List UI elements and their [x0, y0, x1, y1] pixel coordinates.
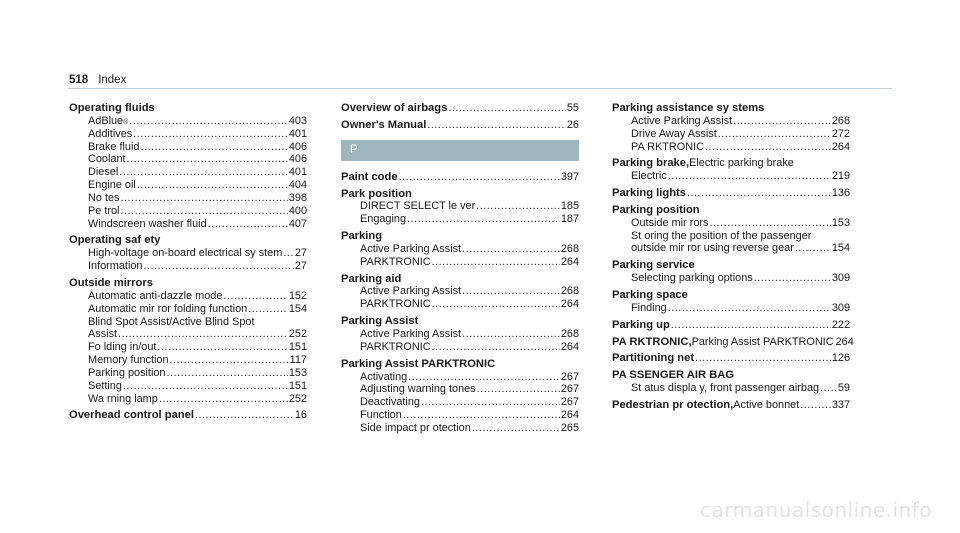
page-number: 518 — [69, 74, 89, 86]
page-reference: 337 — [831, 398, 850, 411]
index-subentry — [69, 205, 307, 218]
header-rule — [68, 88, 892, 89]
dot-leader — [399, 171, 560, 184]
index-subentry — [69, 218, 307, 231]
index-subentry — [69, 341, 307, 354]
entry-text: Pe trol — [88, 204, 120, 217]
index-entry — [612, 369, 850, 382]
index-entry — [612, 335, 854, 349]
index-column-1 — [69, 102, 307, 422]
dot-leader — [432, 341, 560, 354]
entry-text: DIRECT SELECT le ver — [360, 200, 476, 213]
dot-leader — [119, 166, 288, 179]
page-reference: 309 — [831, 272, 850, 285]
index-subentry — [341, 256, 579, 269]
dot-leader — [127, 153, 288, 166]
index-subentry — [69, 141, 307, 154]
entry-text: Setting — [88, 379, 122, 392]
page-reference: 267 — [560, 383, 579, 396]
index-entry — [612, 187, 850, 200]
page-reference: 267 — [560, 370, 579, 383]
index-subentry — [69, 328, 307, 341]
index-subentry — [612, 128, 850, 141]
index-subentry — [612, 170, 850, 183]
index-entry — [69, 234, 307, 247]
page-reference: 153 — [831, 216, 850, 229]
dot-leader — [709, 217, 830, 230]
dot-leader — [129, 115, 288, 128]
page-reference: 16 — [294, 409, 307, 422]
index-subentry — [341, 396, 579, 409]
entry-text: PARKTRONIC — [360, 340, 431, 353]
dot-leader — [403, 409, 560, 422]
index-subentry — [341, 409, 579, 422]
index-subentry — [69, 128, 307, 141]
page-reference: 151 — [288, 341, 307, 354]
index-entry — [341, 171, 579, 184]
dot-leader — [123, 380, 288, 393]
dot-leader — [687, 187, 831, 200]
dot-leader — [462, 243, 560, 256]
index-entry — [69, 277, 307, 290]
index-subentry — [69, 166, 307, 179]
entry-text: outside mir ror using reverse gear — [631, 242, 794, 255]
index-entry — [341, 358, 579, 371]
index-subentry — [612, 382, 850, 395]
entry-text: Owner's Manual — [341, 118, 427, 131]
index-subentry — [341, 341, 579, 354]
index-subentry — [341, 383, 579, 396]
index-subentry — [69, 260, 307, 273]
entry-text: St atus displa y, front passenger airbag — [631, 382, 820, 395]
dot-leader — [754, 272, 831, 285]
dot-leader — [795, 242, 831, 255]
dot-leader — [472, 422, 560, 435]
entry-text: No tes — [88, 191, 120, 204]
index-subentry — [612, 272, 850, 285]
entry-text: Electric — [631, 170, 667, 183]
entry-text: PA RKTRONIC, — [612, 335, 692, 348]
entry-text: Outside mirrors — [69, 276, 153, 289]
index-entry — [612, 352, 850, 365]
entry-text: Operating fluids — [69, 102, 155, 114]
index-subentry — [612, 217, 850, 230]
index-subentry — [341, 328, 579, 341]
index-subentry — [612, 242, 850, 255]
index-column-2 — [341, 102, 579, 435]
dot-leader — [248, 303, 288, 316]
entry-text: Operating saf ety — [69, 234, 161, 247]
entry-text: Adjusting warning tones — [360, 383, 476, 396]
index-entry — [612, 204, 850, 217]
entry-text: Active Parking Assist — [360, 285, 462, 298]
dot-leader — [170, 354, 289, 367]
page-reference: 398 — [288, 191, 307, 204]
entry-text: Fo lding in/out — [88, 341, 157, 354]
page-reference: 264 — [831, 140, 850, 153]
entry-text: AdBlue — [88, 114, 124, 127]
index-subentry — [69, 247, 307, 260]
page-reference: 397 — [560, 170, 579, 183]
page-reference: 264 — [835, 335, 854, 348]
entry-reference-text: Active bonnet — [733, 398, 800, 411]
dot-leader — [195, 409, 294, 422]
page-reference: 252 — [288, 392, 307, 405]
dot-leader — [283, 247, 294, 260]
dot-leader — [120, 192, 287, 205]
index-letter-heading: P — [341, 140, 579, 161]
dot-leader — [448, 102, 566, 115]
entry-text: Parking position — [612, 203, 700, 216]
page-reference: 404 — [288, 179, 307, 192]
dot-leader — [408, 371, 560, 384]
entry-text: Activating — [360, 370, 408, 383]
dot-leader — [208, 218, 288, 231]
entry-text: Active Parking Assist — [360, 327, 462, 340]
index-subentry — [69, 303, 307, 316]
entry-text: Active Parking Assist — [631, 114, 733, 127]
index-subentry — [341, 298, 579, 311]
index-subentry — [341, 371, 579, 384]
index-entry — [341, 273, 579, 286]
page-reference: 264 — [560, 340, 579, 353]
entry-text: Parking space — [612, 288, 688, 301]
page-title: Index — [98, 74, 127, 86]
entry-text: Memory function — [88, 354, 169, 367]
index-entry — [612, 399, 850, 412]
index-entry — [612, 319, 850, 332]
page-reference: 406 — [288, 140, 307, 153]
entry-text: Active Parking Assist — [360, 242, 462, 255]
dot-leader — [668, 170, 831, 183]
page-reference: 222 — [831, 318, 850, 331]
entry-text: PARKTRONIC — [360, 255, 431, 268]
dot-leader — [671, 319, 831, 332]
page-reference: 185 — [560, 200, 579, 213]
index-entry — [341, 315, 579, 328]
index-subentry — [341, 422, 579, 435]
dot-leader — [800, 399, 831, 412]
dot-leader — [143, 260, 293, 273]
dot-leader — [432, 256, 560, 269]
index-subentry — [612, 302, 850, 315]
dot-leader — [159, 393, 288, 406]
page-reference: 154 — [288, 302, 307, 315]
page-reference: 400 — [288, 204, 307, 217]
watermark: carmanualsonline.info — [700, 498, 932, 522]
page-reference: 136 — [831, 187, 850, 200]
page-reference: 272 — [831, 127, 850, 140]
entry-text: Parking up — [612, 318, 670, 331]
entry-text: Parking assistance sy stems — [612, 102, 765, 114]
page-reference: 265 — [560, 421, 579, 434]
index-subentry — [69, 380, 307, 393]
entry-text: Diesel — [88, 166, 119, 179]
index-entry — [341, 230, 579, 243]
dot-leader — [733, 115, 831, 128]
entry-text: Outside mir rors — [631, 216, 709, 229]
page-reference: 153 — [288, 366, 307, 379]
entry-text: Side impact pr otection — [360, 421, 471, 434]
entry-text: Overhead control panel — [69, 409, 194, 422]
index-entry — [341, 102, 579, 115]
entry-text: Automatic mir ror folding function — [88, 302, 248, 315]
index-subentry — [69, 354, 307, 367]
entry-text: High-voltage on-board electrical sy stem — [88, 247, 283, 260]
entry-text: Parking service — [612, 259, 695, 272]
page-reference: 151 — [288, 379, 307, 392]
dot-leader — [462, 328, 560, 341]
entry-text: Windscreen washer fluid — [88, 217, 207, 230]
page-reference: 268 — [560, 285, 579, 298]
index-subentry — [69, 367, 307, 380]
entry-text: Function — [360, 409, 402, 422]
page-reference: 59 — [837, 382, 850, 395]
dot-leader — [120, 205, 287, 218]
page-reference: 403 — [288, 114, 307, 127]
entry-text: Parking aid — [341, 272, 402, 285]
page-reference: 264 — [560, 409, 579, 422]
dot-leader — [167, 367, 288, 380]
entry-text: Parking lights — [612, 187, 686, 200]
entry-text: Coolant — [88, 153, 126, 166]
index-subentry — [612, 141, 850, 154]
page-reference: 401 — [288, 166, 307, 179]
index-column-3 — [612, 102, 854, 412]
page-reference: 406 — [288, 153, 307, 166]
page-reference: 407 — [288, 217, 307, 230]
index-entry — [341, 188, 579, 201]
index-subentry — [341, 213, 579, 226]
page-reference: 267 — [560, 396, 579, 409]
dot-leader — [668, 302, 831, 315]
dot-leader — [157, 341, 287, 354]
index-subentry — [69, 290, 307, 303]
dot-leader — [427, 119, 566, 132]
page-reference: 55 — [566, 102, 579, 114]
page-reference: 268 — [560, 242, 579, 255]
dot-leader — [718, 128, 831, 141]
index-entry — [612, 102, 850, 115]
entry-text: Pedestrian pr otection, — [612, 398, 734, 411]
index-entry — [341, 119, 579, 132]
entry-text: Engaging — [360, 213, 407, 226]
entry-text: Assist — [88, 328, 118, 341]
page-reference: 268 — [560, 327, 579, 340]
dot-leader — [695, 352, 831, 365]
dot-leader — [476, 200, 560, 213]
dot-leader — [421, 396, 560, 409]
entry-text: Additives — [88, 127, 133, 140]
dot-leader — [820, 382, 837, 395]
page-reference: 187 — [560, 213, 579, 226]
index-subentry — [69, 153, 307, 166]
index-entry — [69, 102, 307, 115]
index-subentry — [341, 285, 579, 298]
index-subentry-text: Blind Spot Assist/Active Blind Spot — [88, 315, 255, 328]
index-subentry — [69, 393, 307, 406]
dot-leader — [137, 179, 288, 192]
entry-text: Finding — [631, 301, 667, 314]
dot-leader — [477, 383, 560, 396]
index-subentry: AdBlue ® ..... 403 — [69, 115, 307, 128]
entry-text: Selecting parking options — [631, 272, 753, 285]
entry-text: Parking Assist — [341, 315, 419, 328]
dot-leader — [140, 141, 287, 154]
entry-text: PA SSENGER AIR BAG — [612, 369, 735, 382]
page-reference: 268 — [831, 114, 850, 127]
entry-text: Brake fluid — [88, 140, 140, 153]
entry-reference-text: Electric parking brake — [689, 157, 794, 170]
page-reference: 309 — [831, 301, 850, 314]
entry-text: Parking — [341, 230, 383, 243]
entry-text: Park position — [341, 187, 412, 200]
entry-text: Overview of airbags — [341, 102, 448, 114]
entry-text: Automatic anti-dazzle mode — [88, 289, 223, 302]
dot-leader — [407, 213, 560, 226]
dot-leader — [133, 128, 288, 141]
page-reference: 264 — [560, 255, 579, 268]
page-reference: 264 — [560, 298, 579, 311]
index-subentry — [341, 200, 579, 213]
index-entry — [612, 289, 850, 302]
dot-leader — [118, 328, 288, 341]
page-reference: 154 — [831, 242, 850, 255]
index-subentry-text: St oring the position of the passenger — [631, 229, 812, 242]
page-reference: 152 — [288, 289, 307, 302]
dot-leader — [705, 141, 831, 154]
entry-text: Paint code — [341, 170, 398, 183]
entry-text: Parking position — [88, 366, 166, 379]
entry-text: Wa rning lamp — [88, 392, 158, 405]
page-reference: 126 — [831, 352, 850, 365]
index-entry — [612, 157, 850, 170]
dot-leader — [432, 298, 560, 311]
index-entry — [612, 259, 850, 272]
entry-reference-text: Parking Assist PARKTRONIC — [691, 335, 834, 348]
index-subentry — [69, 192, 307, 205]
page-reference: 26 — [566, 118, 579, 131]
entry-text: Deactivating — [360, 396, 420, 409]
entry-text: Drive Away Assist — [631, 127, 717, 140]
entry-text: PARKTRONIC — [360, 298, 431, 311]
page-reference: 27 — [294, 247, 307, 260]
entry-text: Engine oil — [88, 179, 136, 192]
page-reference: 252 — [288, 328, 307, 341]
index-entry — [69, 409, 307, 422]
entry-text: Parking brake, — [612, 157, 690, 170]
page-reference: 117 — [289, 354, 307, 367]
page-reference: 27 — [294, 260, 307, 273]
page-header — [69, 73, 126, 87]
entry-text: Parking Assist PARKTRONIC — [341, 357, 496, 370]
dot-leader — [462, 285, 560, 298]
index-subentry — [341, 243, 579, 256]
page-reference: 219 — [831, 170, 850, 183]
dot-leader — [223, 290, 287, 303]
entry-text: Information — [88, 260, 143, 273]
index-subentry — [69, 179, 307, 192]
page-reference: 401 — [288, 127, 307, 140]
entry-text: Partitioning net — [612, 352, 695, 365]
entry-text: PA RKTRONIC — [631, 140, 705, 153]
index-subentry — [612, 115, 850, 128]
